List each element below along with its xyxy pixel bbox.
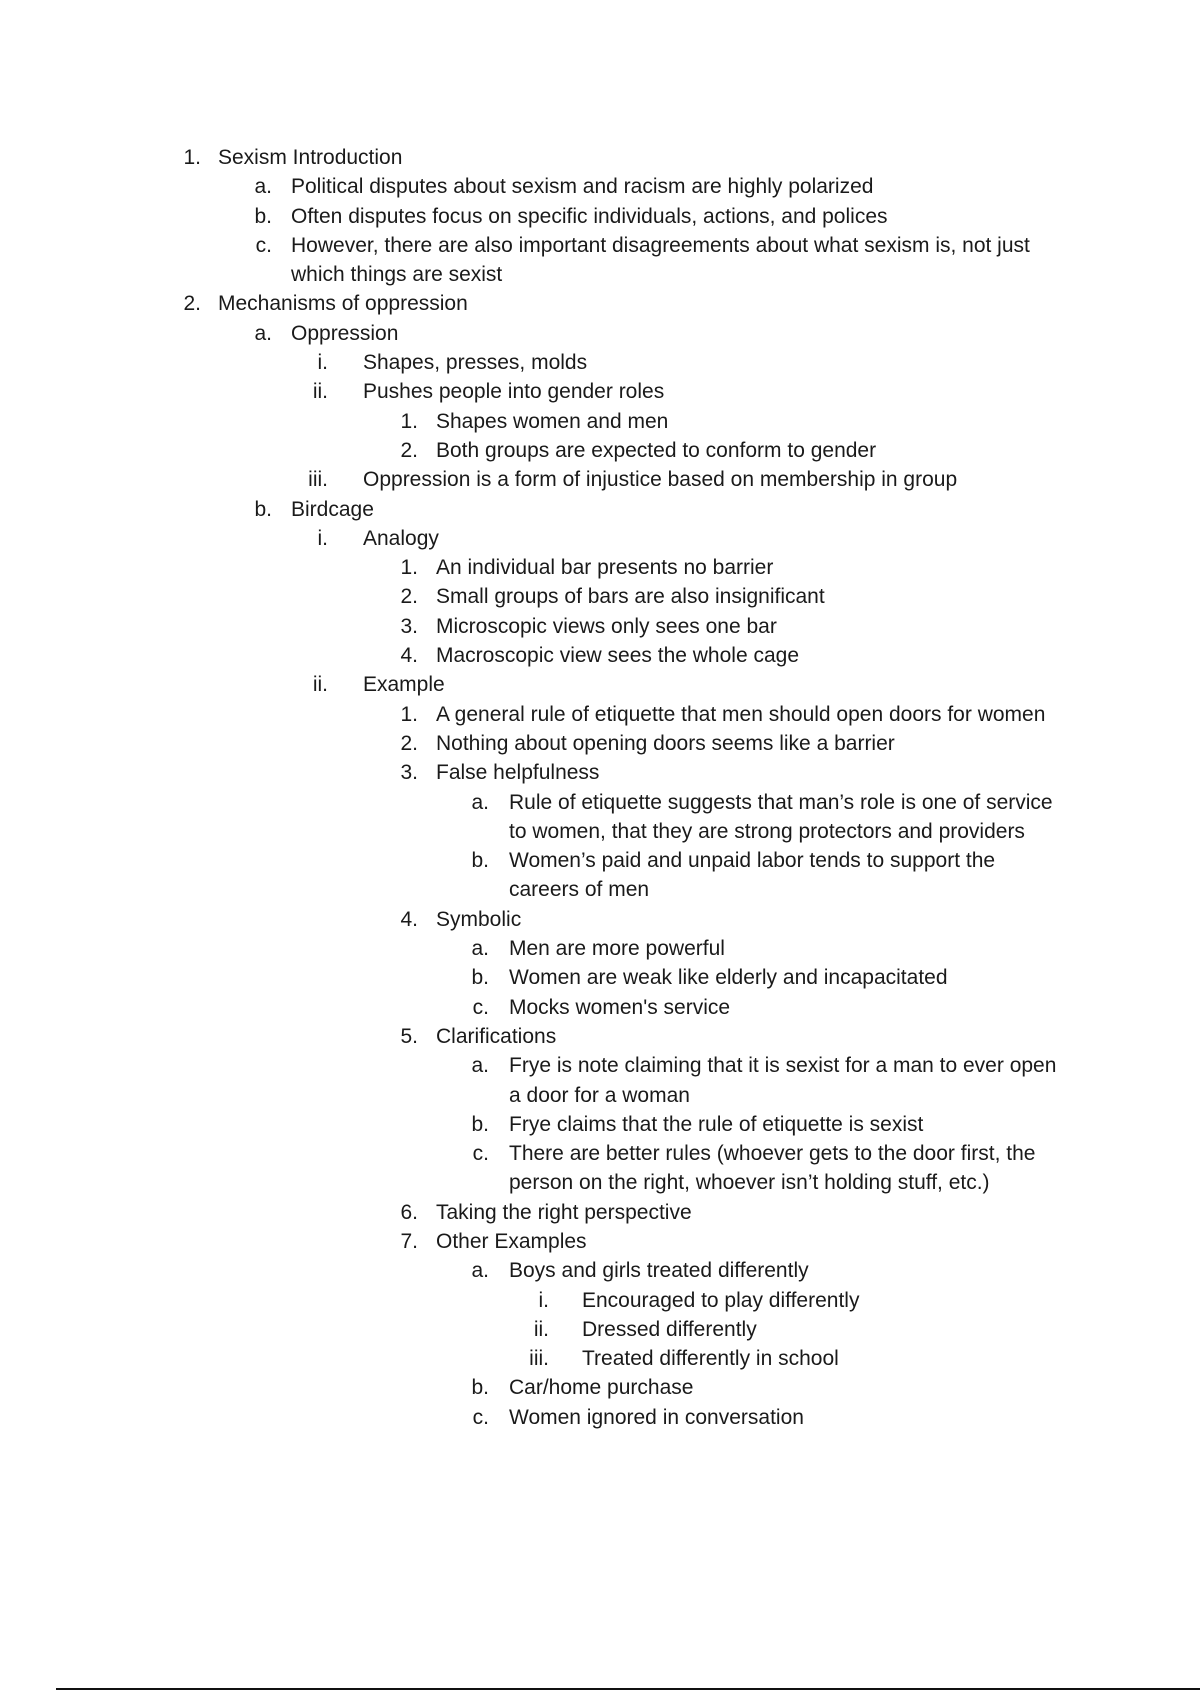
list-marker: c.: [472, 1405, 489, 1429]
list-marker: 2.: [183, 292, 201, 316]
outline-item: [0, 1286, 1200, 1315]
list-item-text: Women ignored in conversation: [509, 1405, 804, 1429]
outline-item: [0, 993, 1200, 1022]
list-marker: a.: [471, 937, 489, 961]
list-item-text: Rule of etiquette suggests that man’s role is one of service: [509, 790, 1053, 814]
outline-item: [0, 1373, 1200, 1402]
list-item-text: Clarifications: [436, 1024, 557, 1048]
list-item-text: to women, that they are strong protectors and providers: [509, 819, 1025, 843]
list-item-text: Boys and girls treated differently: [509, 1259, 809, 1283]
list-marker: iii.: [308, 468, 328, 492]
outline-item: [0, 202, 1200, 231]
list-marker: b.: [471, 1376, 489, 1400]
list-item-text: Mechanisms of oppression: [218, 292, 468, 316]
list-marker: 6.: [400, 1200, 418, 1224]
list-marker: ii.: [533, 1317, 549, 1341]
list-marker: 4.: [400, 907, 418, 931]
list-item-text: There are better rules (whoever gets to the door first, the: [509, 1142, 1036, 1166]
outline-item: [0, 524, 1200, 553]
outline-item: [0, 407, 1200, 436]
list-marker: a.: [254, 321, 272, 345]
list-item-text: Dressed differently: [582, 1317, 757, 1341]
list-marker: ii.: [312, 673, 328, 697]
list-item-text: Macroscopic view sees the whole cage: [436, 644, 800, 668]
outline-item: [0, 465, 1200, 494]
list-marker: 2.: [400, 438, 418, 462]
outline-item: [0, 319, 1200, 348]
list-marker: b.: [254, 497, 272, 521]
list-item-text: Pushes people into gender roles: [363, 380, 665, 404]
list-marker: b.: [471, 849, 489, 873]
outline-item: [0, 143, 1200, 172]
list-item-text: Nothing about opening doors seems like a barrier: [436, 731, 895, 755]
outline-item: [0, 905, 1200, 934]
outline-item-continuation: [0, 260, 1200, 289]
outline-item: [0, 963, 1200, 992]
list-item-text: Example: [363, 673, 445, 697]
list-marker: c.: [472, 1142, 489, 1166]
bottom-divider: [56, 1688, 1200, 1690]
outline-item: [0, 348, 1200, 377]
outline-item: [0, 172, 1200, 201]
list-marker: i.: [317, 526, 328, 550]
list-marker: b.: [471, 966, 489, 990]
list-item-text: Both groups are expected to conform to gender: [436, 438, 877, 462]
list-item-text: Oppression is a form of injustice based on membership in group: [363, 468, 958, 492]
list-item-text: person on the right, whoever isn’t holding stuff, etc.): [509, 1171, 990, 1195]
list-item-text: Women are weak like elderly and incapacitated: [509, 966, 948, 990]
list-item-text: Political disputes about sexism and racism are highly polarized: [291, 175, 874, 199]
list-item-text: Small groups of bars are also insignificant: [436, 585, 825, 609]
list-item-text: Other Examples: [436, 1229, 587, 1253]
list-item-text: An individual bar presents no barrier: [436, 556, 774, 580]
outline-item: [0, 1110, 1200, 1139]
list-item-text: Car/home purchase: [509, 1376, 694, 1400]
list-item-text: Shapes women and men: [436, 409, 669, 433]
outline-item: [0, 1315, 1200, 1344]
list-marker: 1.: [400, 702, 418, 726]
list-marker: 1.: [400, 556, 418, 580]
list-item-text: Often disputes focus on specific individuals, actions, and polices: [291, 204, 888, 228]
outline-item: [0, 1198, 1200, 1227]
list-marker: b.: [254, 204, 272, 228]
outline-item: [0, 1256, 1200, 1285]
outline-item-continuation: [0, 1081, 1200, 1110]
list-marker: 1.: [183, 146, 201, 169]
outline-item: [0, 729, 1200, 758]
list-marker: 7.: [400, 1229, 418, 1253]
list-marker: c.: [255, 233, 272, 257]
outline-item: [0, 495, 1200, 524]
list-item-text: Frye is note claiming that it is sexist for a man to ever open: [509, 1054, 1057, 1078]
list-marker: 4.: [400, 644, 418, 668]
list-marker: a.: [471, 1259, 489, 1283]
list-marker: i.: [538, 1288, 549, 1312]
outline-item: [0, 641, 1200, 670]
list-item-text: Women’s paid and unpaid labor tends to support the: [509, 849, 996, 873]
list-marker: i.: [317, 351, 328, 375]
outline-item: [0, 289, 1200, 318]
list-item-text: Oppression: [291, 321, 399, 345]
list-item-text: Birdcage: [291, 497, 374, 521]
list-item-text: Analogy: [363, 526, 439, 550]
outline-item: [0, 846, 1200, 875]
outline-item: [0, 1139, 1200, 1168]
outline-item: [0, 934, 1200, 963]
outline-item: [0, 670, 1200, 699]
list-marker: 1.: [400, 409, 418, 433]
outline-item: [0, 1022, 1200, 1051]
list-item-text: which things are sexist: [291, 263, 503, 287]
list-item-text: Encouraged to play differently: [582, 1288, 860, 1312]
list-marker: 5.: [400, 1024, 418, 1048]
list-marker: a.: [254, 175, 272, 199]
outline-item: [0, 1403, 1200, 1432]
list-item-text: Mocks women's service: [509, 995, 731, 1019]
list-marker: 2.: [400, 585, 418, 609]
outline-list: [0, 143, 1200, 1432]
outline-item: [0, 700, 1200, 729]
list-marker: b.: [471, 1112, 489, 1136]
list-marker: 3.: [400, 761, 418, 785]
outline-item: [0, 612, 1200, 641]
list-item-text: a door for a woman: [509, 1083, 690, 1107]
outline-item: [0, 553, 1200, 582]
outline-item: [0, 1051, 1200, 1080]
list-marker: 2.: [400, 731, 418, 755]
list-item-text: False helpfulness: [436, 761, 600, 785]
outline-item: [0, 788, 1200, 817]
outline-item: [0, 1344, 1200, 1373]
outline-item: [0, 377, 1200, 406]
list-item-text: Taking the right perspective: [436, 1200, 692, 1224]
outline-item: [0, 1227, 1200, 1256]
list-item-text: Sexism Introduction: [218, 146, 403, 169]
list-item-text: careers of men: [509, 878, 650, 902]
list-item-text: Frye claims that the rule of etiquette is sexist: [509, 1112, 924, 1136]
list-marker: c.: [472, 995, 489, 1019]
outline-item-continuation: [0, 817, 1200, 846]
outline-item-continuation: [0, 1168, 1200, 1197]
list-item-text: Symbolic: [436, 907, 522, 931]
list-marker: iii.: [529, 1347, 549, 1371]
list-item-text: Shapes, presses, molds: [363, 351, 588, 375]
list-marker: ii.: [312, 380, 328, 404]
outline-item: [0, 758, 1200, 787]
outline-item: [0, 436, 1200, 465]
list-item-text: Microscopic views only sees one bar: [436, 614, 777, 638]
list-marker: 3.: [400, 614, 418, 638]
list-item-text: A general rule of etiquette that men should open doors for women: [436, 702, 1046, 726]
outline-item: [0, 231, 1200, 260]
list-marker: a.: [471, 1054, 489, 1078]
outline-item-continuation: [0, 875, 1200, 904]
list-item-text: Men are more powerful: [509, 937, 725, 961]
list-item-text: However, there are also important disagreements about what sexism is, not just: [291, 233, 1030, 257]
outline-item: [0, 582, 1200, 611]
list-marker: a.: [471, 790, 489, 814]
list-item-text: Treated differently in school: [582, 1347, 839, 1371]
